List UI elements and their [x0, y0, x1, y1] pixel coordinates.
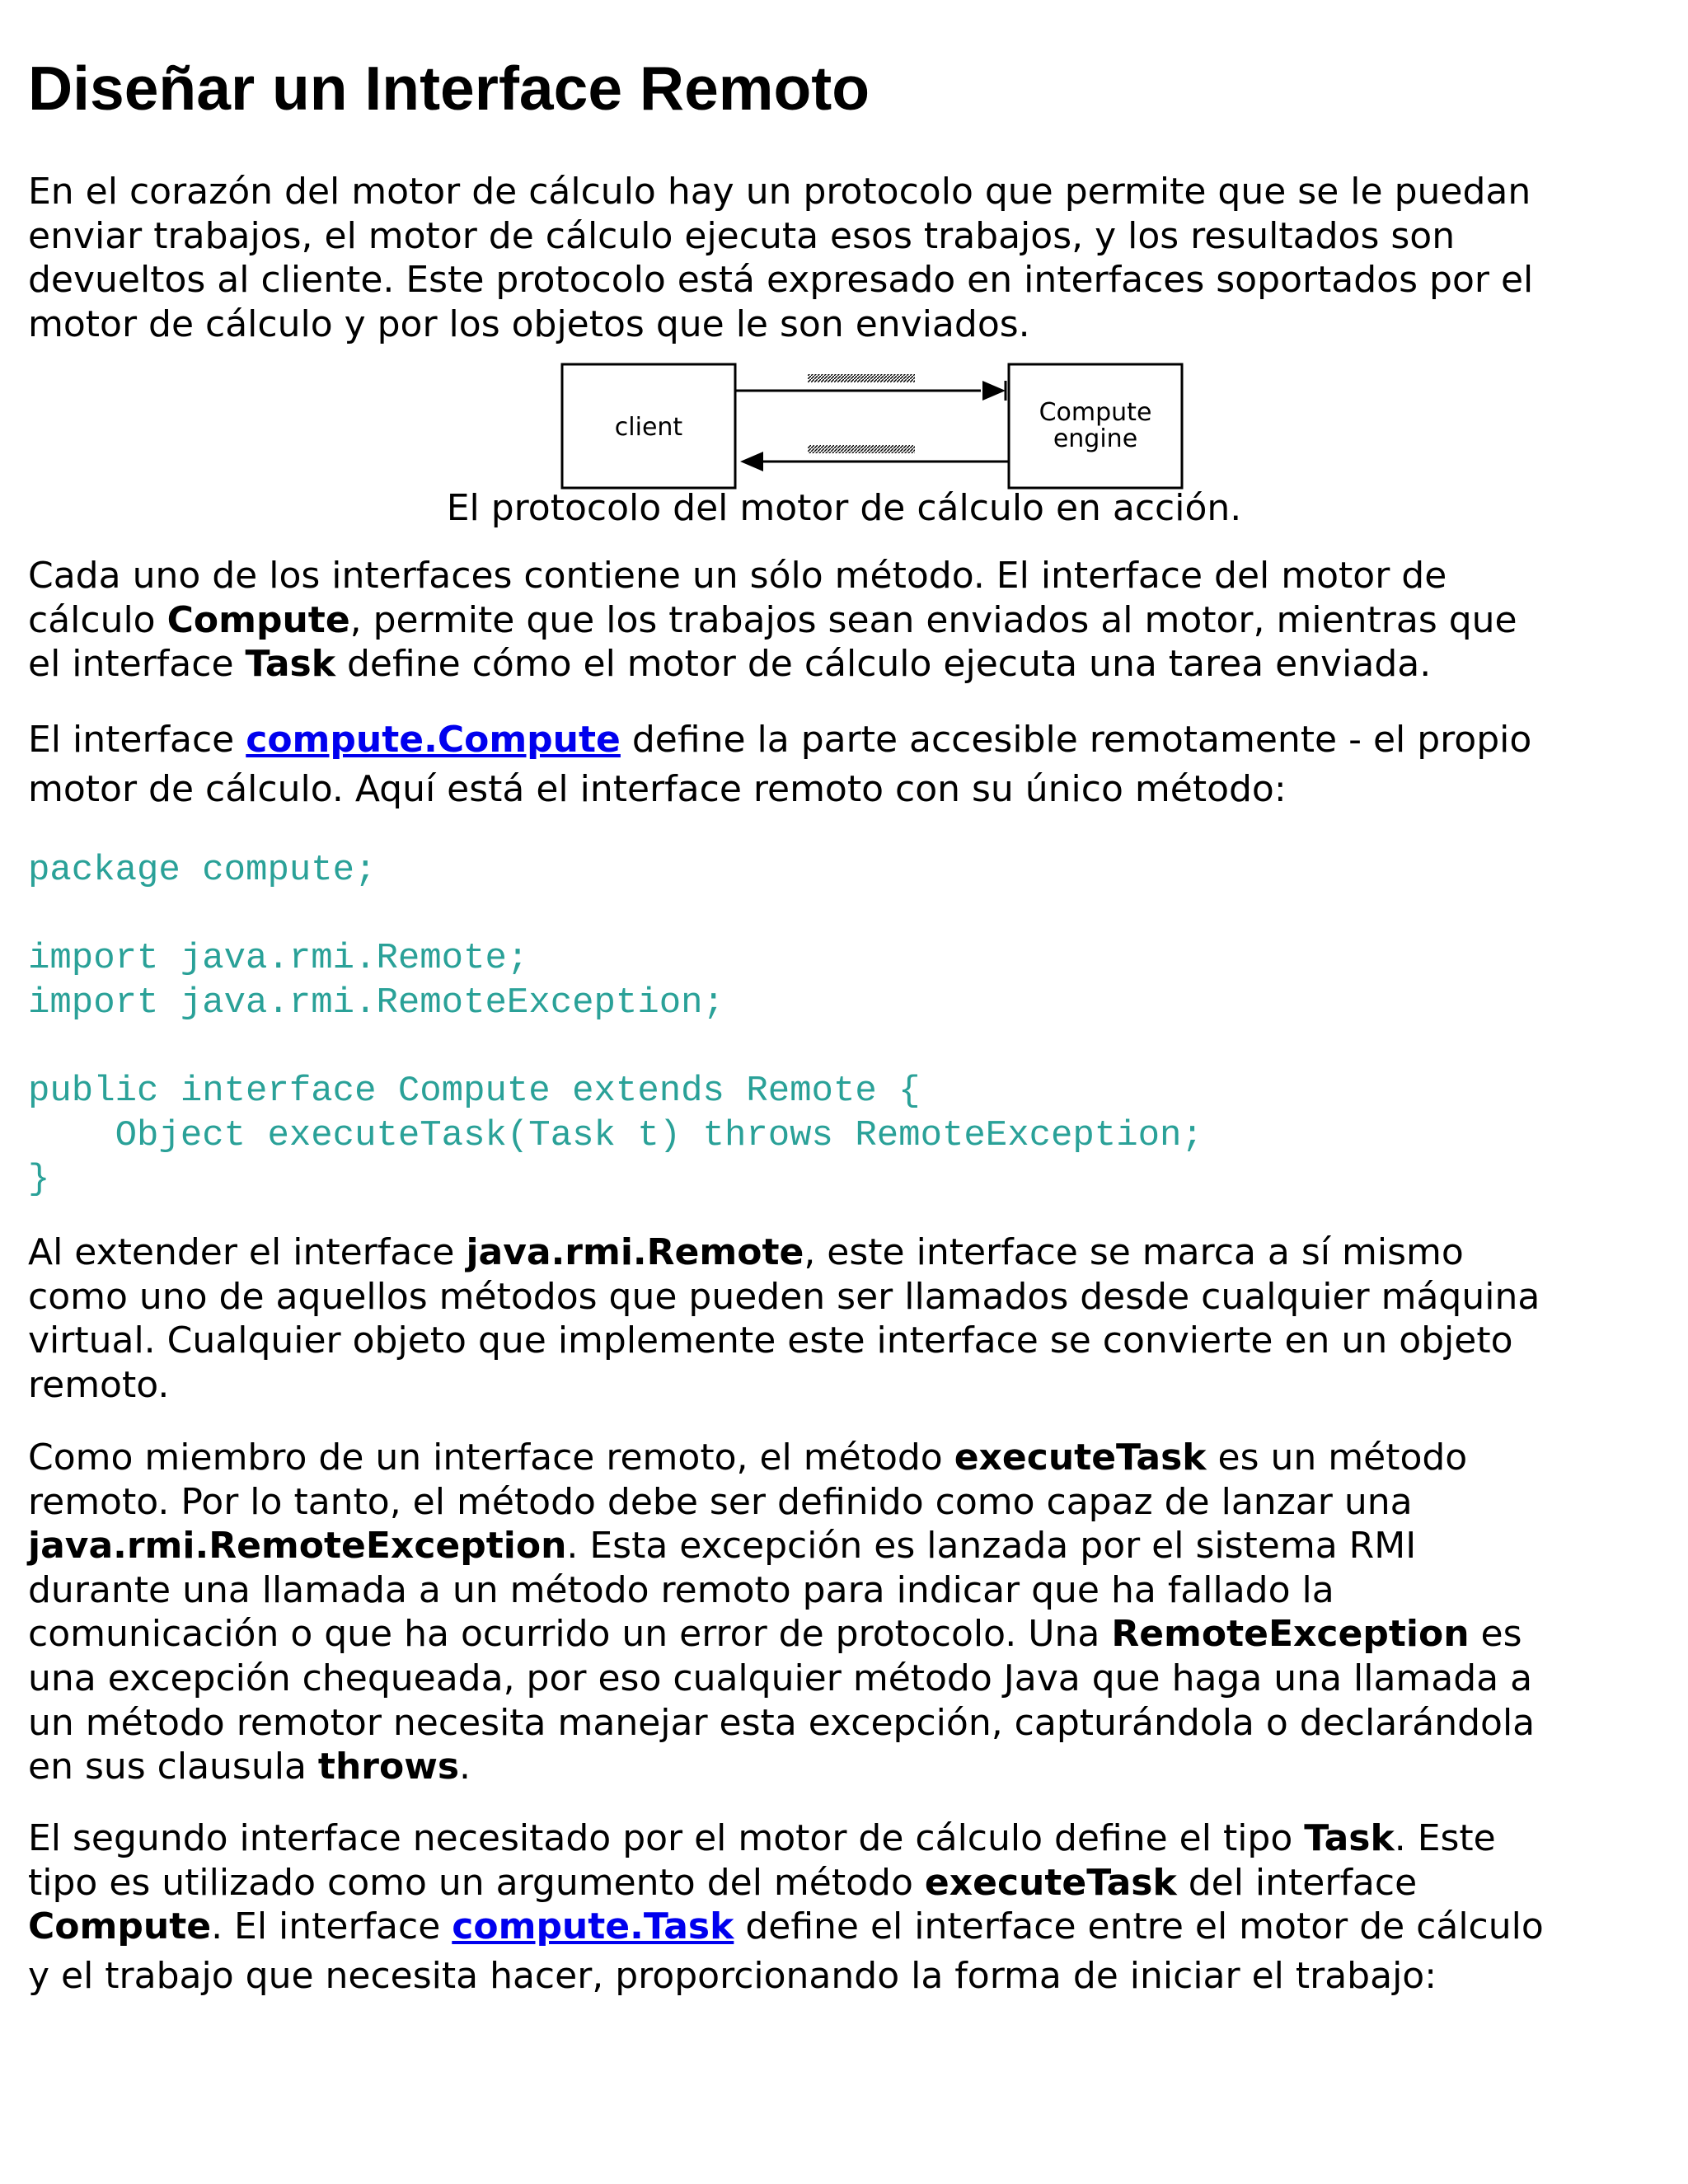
text-line: motor de cálculo. Aquí está el interface remoto con su único método: [28, 768, 1287, 810]
term-compute: Compute [28, 1905, 212, 1948]
term-throws: throws [317, 1746, 460, 1788]
term-java-rmi-remote: java.rmi.Remote [466, 1231, 804, 1273]
compute-compute-link[interactable]: compute.Compute [246, 719, 621, 761]
engine-label-line-2: engine [1053, 424, 1138, 453]
compute-task-link[interactable]: compute.Task [452, 1905, 734, 1948]
paragraph-remote [28, 1230, 1540, 1407]
term-execute-task: executeTask [954, 1436, 1207, 1479]
code-line: Object executeTask(Task t) throws RemoteException; [28, 1114, 1203, 1156]
client-label: client [614, 413, 683, 442]
text-line: El interface compute.Compute define la parte accesible remotamente - el propio [28, 719, 1532, 761]
text-line: El segundo interface necesitado por el motor de cálculo define el tipo Task. Este [28, 1817, 1496, 1859]
code-line: public interface Compute extends Remote { [28, 1070, 921, 1112]
text-line: en sus clausula throws. [28, 1746, 471, 1788]
term-task: Task [245, 643, 335, 686]
code-line: import java.rmi.RemoteException; [28, 982, 724, 1024]
intro-paragraph [28, 170, 1533, 346]
text-line: virtual. Cualquier objeto que implemente este interface se convierte en un objeto [28, 1319, 1513, 1362]
text-line: una excepción chequeada, por eso cualquier método Java que haga una llamada a [28, 1657, 1533, 1699]
text-line: Como miembro de un interface remoto, el método executeTask es un método [28, 1436, 1468, 1479]
text-line: java.rmi.RemoteException. Esta excepción es lanzada por el sistema RMI [28, 1525, 1417, 1568]
text-line: y el trabajo que necesita hacer, proporcionando la forma de iniciar el trabajo: [28, 1954, 1437, 1997]
paragraph-interfaces [28, 554, 1517, 687]
text-line: tipo es utilizado como un argumento del método executeTask del interface [28, 1861, 1418, 1904]
code-block-compute [28, 849, 1203, 1202]
paragraph-execute-task [28, 1436, 1535, 1789]
text-line: como uno de aquellos métodos que pueden ser llamados desde cualquier máquina [28, 1275, 1540, 1318]
protocol-diagram [531, 363, 1190, 494]
text-line: el interface Task define cómo el motor de cálculo ejecuta una tarea enviada. [28, 643, 1432, 686]
intro-line: enviar trabajos, el motor de cálculo ejecuta esos trabajos, y los resultados son [28, 214, 1456, 257]
code-line: import java.rmi.Remote; [28, 938, 529, 980]
code-line: package compute; [28, 850, 377, 891]
request-arrow-head [982, 381, 1006, 401]
text-line: remoto. Por lo tanto, el método debe ser definido como capaz de lanzar una [28, 1480, 1413, 1523]
result-payload [808, 445, 915, 453]
text-line: Compute. El interface compute.Task define el interface entre el motor de cálculo [28, 1905, 1544, 1948]
term-remote-exception-full: java.rmi.RemoteException [28, 1525, 567, 1568]
code-line [28, 1025, 1203, 1070]
result-arrow-head [740, 452, 763, 471]
engine-label-line-1: Compute [1039, 398, 1152, 427]
paragraph-task-interface [28, 1816, 1544, 1998]
term-execute-task: executeTask [924, 1861, 1177, 1904]
text-line: un método remotor necesita manejar esta excepción, capturándola o declarándola [28, 1701, 1536, 1744]
text-line: cálculo Compute, permite que los trabajos sean enviados al motor, mientras que [28, 598, 1517, 641]
code-line [28, 893, 1203, 938]
term-remote-exception: RemoteException [1111, 1613, 1470, 1656]
term-compute: Compute [166, 598, 350, 641]
intro-line: devueltos al cliente. Este protocolo está expresado en interfaces soportados por el [28, 259, 1534, 302]
text-line: comunicación o que ha ocurrido un error de protocolo. Una RemoteException es [28, 1613, 1522, 1656]
text-line: durante una llamada a un método remoto para indicar que ha fallado la [28, 1568, 1334, 1611]
intro-line: En el corazón del motor de cálculo hay un protocolo que permite que se le puedan [28, 171, 1531, 213]
intro-line: motor de cálculo y por los objetos que le son enviados. [28, 302, 1030, 345]
page-title: Diseñar un Interface Remoto [28, 54, 870, 123]
term-task: Task [1304, 1817, 1395, 1859]
diagram-caption: El protocolo del motor de cálculo en acción. [446, 487, 1242, 529]
text-line: Al extender el interface java.rmi.Remote, este interface se marca a sí mismo [28, 1231, 1464, 1273]
code-line: } [28, 1159, 50, 1201]
text-line: Cada uno de los interfaces contiene un sólo método. El interface del motor de [28, 555, 1447, 597]
request-payload [808, 374, 915, 382]
text-line: remoto. [28, 1363, 170, 1406]
paragraph-compute-interface [28, 715, 1531, 814]
